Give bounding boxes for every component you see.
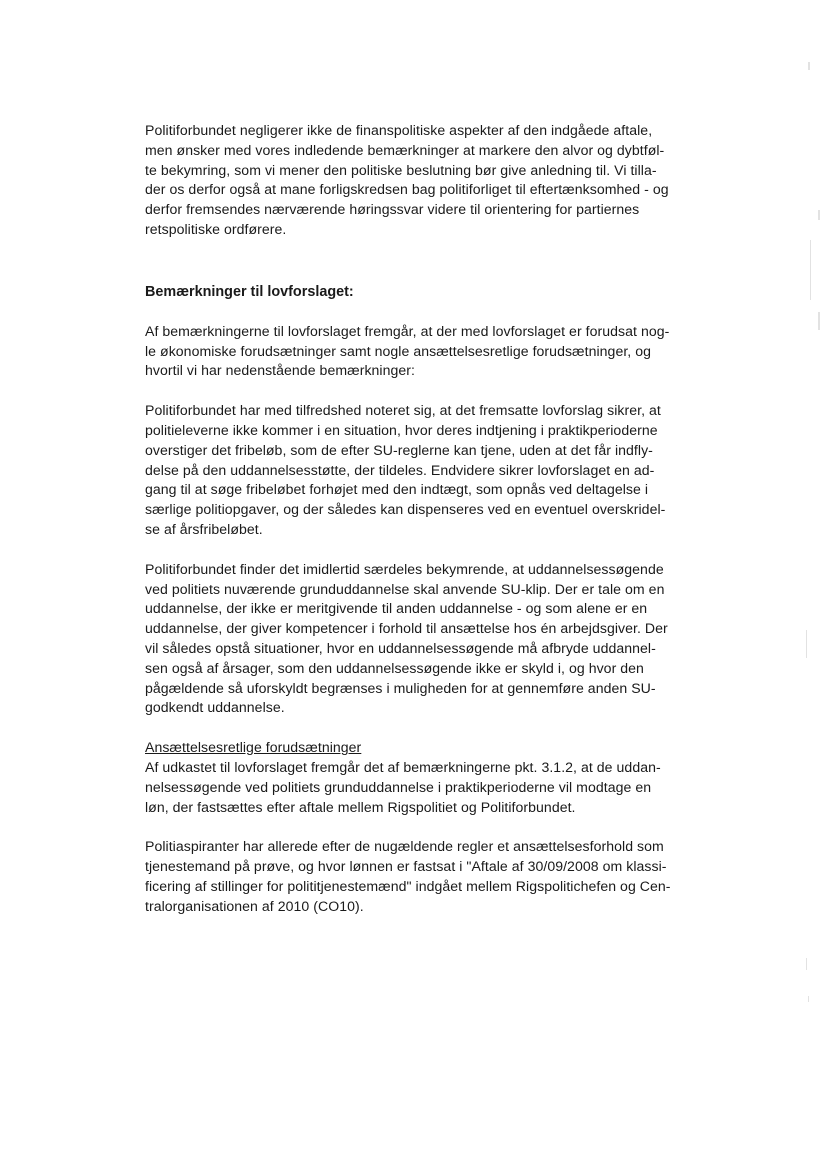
text-line: retspolitiske ordførere. [145,220,287,237]
text-line: tralorganisationen af 2010 (CO10). [145,897,364,914]
text-line: hvortil vi har nedenstående bemærkninger: [145,362,415,379]
text-line: se af årsfribeløbet. [145,520,263,537]
paragraph-intro [145,121,745,240]
scan-artifact [808,62,810,70]
text-line: men ønsker med vores indledende bemærkninger at markere den alvor og dybtføl- [145,141,665,158]
text-line: vil således opstå situationer, hvor en uddannelsessøgende må afbryde uddannel- [145,639,656,656]
text-line: delse på den uddannelsesstøtte, der tildeles. Endvidere sikrer lovforslaget en ad- [145,461,655,478]
text-line: uddannelse, der giver kompetencer i forhold til ansættelse hos én arbejdsgiver. Der [145,620,668,637]
text-line: pågældende så uforskyldt begrænses i muligheden for at gennemføre anden SU- [145,679,656,696]
text-line: nelsessøgende ved politiets grunduddannelse i praktikperioderne vil modtage en [145,778,652,795]
text-line: Politiforbundet finder det imidlertid særdeles bekymrende, at uddannelsessøgende [145,560,664,577]
text-line: ficering af stillinger for polititjenestemænd" indgået mellem Rigspolitichefen og Cen- [145,877,671,894]
document-body [145,121,745,917]
text-line: der os derfor også at mane forligskredsen bag politiforliget til eftertænksomhed - og [145,181,669,198]
subsection-heading: Ansættelsesretlige forudsætninger [145,739,362,756]
text-line: uddannelse, der ikke er meritgivende til anden uddannelse - og som alene er en [145,600,648,617]
paragraph-concern [145,560,745,718]
text-line: Af udkastet til lovforslaget fremgår det af bemærkningerne pkt. 3.1.2, at de uddan- [145,758,661,775]
scan-artifact [810,240,811,300]
text-line: ved politiets nuværende grunduddannelse skal anvende SU-klip. Der er tale om en [145,580,665,597]
text-line: le økonomiske forudsætninger samt nogle ansættelsesretlige forudsætninger, og [145,342,652,359]
text-line: derfor fremsendes nærværende høringssvar videre til orientering for partiernes [145,201,640,218]
text-line: løn, der fastsættes efter aftale mellem Rigspolitiet og Politiforbundet. [145,798,576,815]
text-line: Politiforbundet har med tilfredshed noteret sig, at det fremsatte lovforslag sikrer, at [145,402,661,419]
scan-artifact [806,630,807,658]
paragraph-remarks [145,322,745,381]
text-line: særlige politiopgaver, og der således kan dispenseres ved en eventuel overskridel- [145,501,666,518]
text-line: politieleverne ikke kommer i en situation, hvor deres indtjening i praktikperioderne [145,421,658,438]
scan-artifact [818,312,820,330]
paragraph-employment [145,738,745,817]
section-heading: Bemærkninger til lovforslaget: [145,283,354,300]
scan-artifact [808,996,809,1002]
scan-artifact [818,210,820,220]
text-line: te bekymring, som vi mener den politiske beslutning bør give anledning til. Vi tilla- [145,161,657,178]
text-line: Af bemærkningerne til lovforslaget fremgår, at der med lovforslaget er forudsat nog- [145,322,670,339]
paragraph-satisfaction [145,401,745,540]
scan-artifact [806,958,807,970]
text-line: godkendt uddannelse. [145,699,285,716]
text-line: tjenestemand på prøve, og hvor lønnen er fastsat i "Aftale af 30/09/2008 om klassi- [145,858,667,875]
text-line: Politiaspiranter har allerede efter de nugældende regler et ansættelsesforhold som [145,838,664,855]
paragraph-aspirants [145,837,745,916]
text-line: sen også af årsager, som den uddannelsessøgende ikke er skyld i, og hvor den [145,659,644,676]
text-line: gang til at søge fribeløbet forhøjet med den indtægt, som opnås ved deltagelse i [145,481,649,498]
text-line: Politiforbundet negligerer ikke de finanspolitiske aspekter af den indgåede aftale, [145,122,653,138]
text-line: overstiger det fribeløb, som de efter SU-reglerne kan tjene, uden at det får indfly- [145,441,653,458]
